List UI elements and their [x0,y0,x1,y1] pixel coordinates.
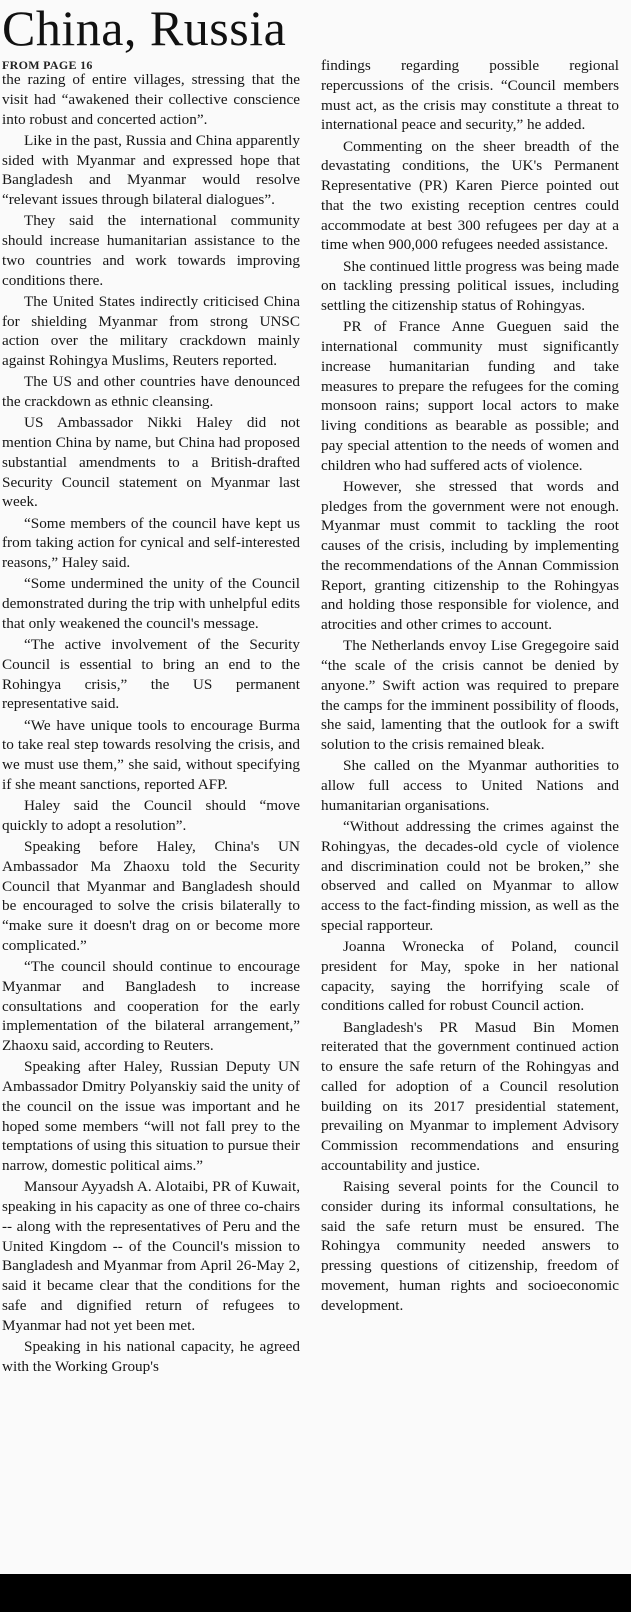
paragraph: Commenting on the sheer breadth of the devastating conditions, the UK's Permanent Representative (PR) Karen Pierce pointed out that the two existing reception centres could accommodate at best 300 refugees per day at a time when 900,000 refugees needed assistance. [321,137,619,254]
paragraph: “We have unique tools to encourage Burma to take real step towards resolving the crisis, and we must use them,” she said, without specifying if she meant sanctions, reported AFP. [2,716,300,793]
paragraph: Speaking after Haley, Russian Deputy UN Ambassador Dmitry Polyanskiy said the unity of the council on the issue was important and he hoped some members “will not fall prey to the temptations of using this situation to pursue their narrow, domestic political aims.” [2,1058,300,1174]
paragraph: Mansour Ayyadsh A. Alotaibi, PR of Kuwait, speaking in his capacity as one of three co-chairs -- along with the representatives of Peru and the United Kingdom -- of the Council's mission to Bangladesh and Myanmar from April 26-May 2, said it became clear that the conditions for the safe and dignified return of refugees to Myanmar had not yet been met. [2,1178,300,1334]
paragraph: The Netherlands envoy Lise Gregegoire said “the scale of the crisis cannot be denied by anyone.” Swift action was required to prepare the camps for the imminent possibility of floods, she said, lamenting that the outlook for a swift solution to the crisis remained bleak. [321,637,619,753]
paragraph: “Without addressing the crimes against the Rohingyas, the decades-old cycle of violence and discrimination could not be broken,” she observed and called on Myanmar to allow access to the fact-finding mission, as well as the special rapporteur. [321,818,619,934]
paragraph: the razing of entire villages, stressing that the visit had “awakened their collective conscience into robust and concerted action”. [2,71,300,128]
paragraph: However, she stressed that words and pledges from the government were not enough. Myanmar must commit to tackling the root causes of the crisis, including by implementing the recommendations of the Annan Commission Report, granting citizenship to the Rohingyas and holding those responsible for violence, and atrocities and other crimes to account. [321,477,619,633]
paragraph: PR of France Anne Gueguen said the international community must significantly increase humanitarian funding and take measures to prepare the refugees for the coming monsoon rains; support local actors to make living conditions as bearable as possible; and pay special attention to the needs of women and children who had suffered acts of violence. [321,318,619,474]
paragraph: The US and other countries have denounced the crackdown as ethnic cleansing. [2,373,300,410]
paragraph: Speaking before Haley, China's UN Ambassador Ma Zhaoxu told the Security Council that Myanmar and Bangladesh should be encouraged to solve the crisis bilaterally to “make sure it doesn't drag on or become more complicated.” [2,838,300,954]
paragraph: The United States indirectly criticised China for shielding Myanmar from strong UNSC action over the military crackdown mainly against Rohingya Muslims, Reuters reported. [2,292,300,369]
paragraph: Like in the past, Russia and China apparently sided with Myanmar and expressed hope that Bangladesh and Myanmar would resolve “relevant issues through bilateral dialogues”. [2,131,300,208]
paragraph: Joanna Wronecka of Poland, council president for May, spoke in her national capacity, saying the horrifying scale of conditions called for robust Council action. [321,938,619,1015]
paragraph: Haley said the Council should “move quickly to adopt a resolution”. [2,797,300,834]
paragraph: She called on the Myanmar authorities to allow full access to United Nations and humanitarian organisations. [321,757,619,814]
paragraph: “The council should continue to encourage Myanmar and Bangladesh to increase consultations and cooperation for the early implementation of the bilateral arrangement,” Zhaoxu said, according to Reuters. [2,958,300,1054]
paragraph: “The active involvement of the Security Council is essential to bring an end to the Rohingya crisis,” the US permanent representative said. [2,636,300,713]
paragraph: US Ambassador Nikki Haley did not mention China by name, but China had proposed substantial amendments to a British-drafted Security Council statement on Myanmar last week. [2,414,300,511]
paragraph: They said the international community should increase humanitarian assistance to the two countries and work towards improving conditions there. [2,212,300,289]
paragraph: Bangladesh's PR Masud Bin Momen reiterated that the government continued action to ensure the safe return of the Rohingyas and called for adoption of a Council resolution building on its 2017 presidential statement, prevailing on Myanmar to implement Advisory Commission recommendations and ensuring accountability and justice. [321,1018,619,1174]
headline: China, Russia [2,0,287,56]
paragraph: “Some undermined the unity of the Council demonstrated during the trip with unhelpful edits that only weakened the council's message. [2,575,300,632]
left-column [2,70,300,1378]
jump-label: FROM PAGE 16 [2,58,93,72]
paragraph: Raising several points for the Council to consider during its informal consultations, he said the safe return must be ensured. The Rohingya community needed answers to pressing questions of citizenship, freedom of movement, human rights and socioeconomic development. [321,1178,619,1314]
paragraph: Speaking in his national capacity, he agreed with the Working Group's [2,1337,300,1375]
page-footer-bar [0,1574,631,1612]
paragraph: She continued little progress was being made on tackling pressing political issues, including settling the citizenship status of Rohingyas. [321,257,619,314]
paragraph: findings regarding possible regional repercussions of the crisis. “Council members must act, as the crisis may constitute a threat to international peace and security,” he added. [321,57,619,134]
paragraph: “Some members of the council have kept us from taking action for cynical and self-interested reasons,” Haley said. [2,514,300,571]
right-column [321,56,619,1317]
